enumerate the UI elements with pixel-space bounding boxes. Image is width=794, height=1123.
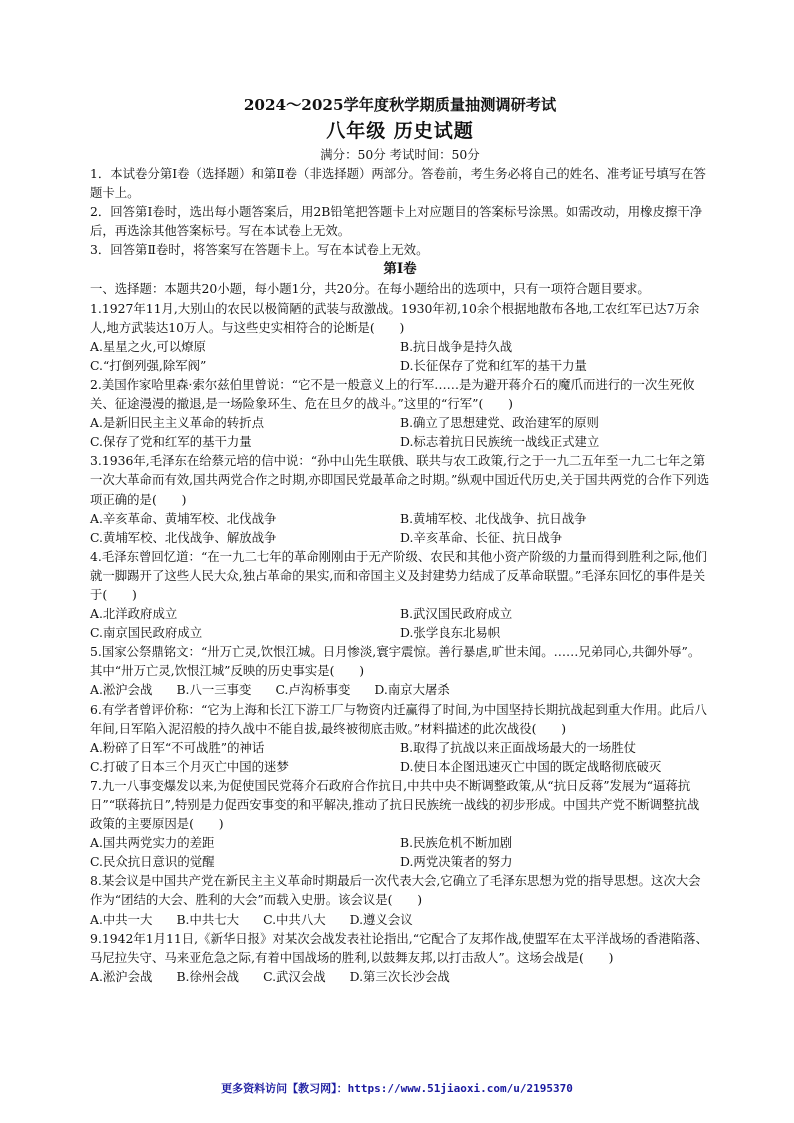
exam-page	[90, 93, 710, 986]
option-C: C.卢沟桥事变	[275, 682, 351, 698]
instruction-2: 2．回答第Ⅰ卷时，选出每小题答案后，用2B铅笔把答题卡上对应题目的答案标号涂黑。如需改动，用橡皮擦干净后，再选涂其他答案标号。写在本试卷上无效。	[90, 204, 703, 239]
option-group	[90, 967, 710, 986]
option-B: B.取得了抗战以来正面战场最大的一场胜仗	[400, 739, 637, 755]
option-B: B.抗日战争是持久战	[400, 338, 513, 354]
option-group	[90, 738, 710, 776]
question-8	[90, 871, 710, 928]
option-C: C.“打倒列强,除军阀”	[90, 357, 207, 373]
option-B: B.武汉国民政府成立	[400, 606, 513, 622]
instruction-1: 1．本试卷分第Ⅰ卷（选择题）和第Ⅱ卷（非选择题）两部分。答卷前，考生务必将自己的姓名、准考证号填写在答题卡上。	[90, 166, 706, 201]
question-stem: 6.有学者曾评价称：“它为上海和长江下游工厂与物资内迁赢得了时间,为中国坚持长期抗战起到重大作用。此后八年间,日军陷入泥沼般的持久战中不能自拔,最终被彻底击败。”材料描述的此次战役( )	[90, 701, 707, 736]
option-A: A.星星之火,可以燎原	[90, 338, 206, 354]
question-stem: 1.1927年11月,大别山的农民以极简陋的武装与敌激战。1930年初,10余个根据地散布各地,工农红军已达7万余人,地方武装达10万人。与这些史实相符合的论断是( )	[90, 300, 700, 335]
option-C: C.民众抗日意识的觉醒	[90, 854, 215, 870]
option-B: B.黄埔军校、北伐战争、抗日战争	[400, 510, 587, 526]
option-group	[90, 604, 710, 642]
option-A: A.淞沪会战	[90, 968, 153, 984]
option-group	[90, 509, 710, 547]
option-C: C.黄埔军校、北伐战争、解放战争	[90, 529, 277, 545]
question-7	[90, 776, 710, 871]
option-C: C.武汉会战	[263, 968, 326, 984]
option-group	[90, 910, 710, 929]
footer-link[interactable]: 更多资料访问【教习网】：https://www.51jiaoxi.com/u/2195370	[221, 1082, 573, 1095]
question-9	[90, 929, 710, 986]
question-stem: 9.1942年1月11日,《新华日报》对某次会战发表社论指出,“它配合了友邦作战,使盟军在太平洋战场的香港陷落、马尼拉失守、马来亚危急之际,有着中国战场的胜利,以鼓舞友邦,以打击敌人”。这场会战是( )	[90, 930, 708, 965]
question-3	[90, 451, 710, 546]
option-D: D.使日本企图迅速灭亡中国的既定战略彻底破灭	[400, 758, 662, 774]
option-B: B.民族危机不断加剧	[400, 835, 513, 851]
option-D: D.遵义会议	[349, 911, 413, 927]
exam-subtitle: 八年级 历史试题	[326, 120, 474, 142]
option-group	[90, 413, 710, 451]
option-D: D.标志着抗日民族统一战线正式建立	[400, 434, 600, 450]
question-stem: 5.国家公祭鼎铭文：“卅万亡灵,饮恨江城。日月惨淡,寰宇震惊。善行暴虐,旷世未闻。……兄弟同心,共御外辱”。其中“卅万亡灵,饮恨江城”反映的历史事实是( )	[90, 644, 701, 679]
option-D: D.两党决策者的努力	[400, 854, 513, 870]
question-5	[90, 642, 710, 699]
question-stem: 3.1936年,毛泽东在给蔡元培的信中说：“孙中山先生联俄、联共与农工政策,行之于一九二五年至一九二七年之第一次大革命而有效,国共两党合作之时期,亦即国民党最革命之时期。”纵观中国近代历史,关于国共两党的合作下列选项正确的是( )	[90, 453, 710, 507]
option-A: A.淞沪会战	[90, 682, 153, 698]
option-D: D.张学良东北易帜	[400, 625, 501, 641]
question-2	[90, 375, 710, 451]
option-B: B.确立了思想建党、政治建军的原则	[400, 415, 599, 431]
question-stem: 2.美国作家哈里森·索尔兹伯里曾说：“它不是一般意义上的行军……是为避开蒋介石的魔爪而进行的一次生死攸关、征途漫漫的撤退,是一场险象环生、危在旦夕的战斗。”这里的“行军”( )	[90, 376, 695, 412]
exam-title: 2024～2025学年度秋学期质量抽测调研考试	[243, 96, 557, 114]
question-list	[90, 299, 710, 986]
option-group	[90, 833, 710, 871]
option-group	[90, 337, 710, 375]
instruction-3: 3．回答第Ⅱ卷时，将答案写在答题卡上。写在本试卷上无效。	[90, 242, 429, 258]
option-A: A.国共两党实力的差距	[90, 835, 215, 851]
question-1	[90, 299, 710, 375]
question-4	[90, 547, 710, 642]
option-D: D.长征保存了党和红军的基干力量	[400, 357, 587, 373]
option-C: C.南京国民政府成立	[90, 625, 203, 641]
option-C: C.打破了日本三个月灭亡中国的迷梦	[90, 758, 289, 774]
option-A: A.北洋政府成立	[90, 606, 178, 622]
option-C: C.保存了党和红军的基干力量	[90, 434, 252, 450]
option-C: C.中共八大	[263, 911, 326, 927]
option-D: D.辛亥革命、长征、抗日战争	[400, 529, 563, 545]
section-title: 第Ⅰ卷	[383, 261, 417, 278]
option-A: A.是新旧民主主义革命的转折点	[90, 415, 264, 431]
exam-meta: 满分：50分 考试时间：50分	[320, 147, 480, 162]
question-stem: 8.某会议是中国共产党在新民主主义革命时期最后一次代表大会,它确立了毛泽东思想为党的指导思想。这次大会作为“团结的大会、胜利的大会”而载入史册。该会议是( )	[90, 873, 701, 908]
option-B: B.八一三事变	[176, 682, 252, 698]
option-A: A.中共一大	[90, 911, 153, 927]
question-6	[90, 700, 710, 776]
option-A: A.粉碎了日军“不可战胜”的神话	[90, 739, 265, 755]
option-B: B.中共七大	[176, 911, 240, 927]
option-A: A.辛亥革命、黄埔军校、北伐战争	[90, 510, 277, 526]
option-D: D.第三次长沙会战	[349, 968, 450, 984]
option-B: B.徐州会战	[176, 968, 240, 984]
question-stem: 7.九一八事变爆发以来,为促使国民党蒋介石政府合作抗日,中共中央不断调整政策,从“抗日反蒋”发展为“逼蒋抗日”“联蒋抗日”,特别是力促西安事变的和平解决,推动了抗日民族统一战线的初步形成。中国共产党不断调整抗战政策的主要原因是( )	[90, 777, 700, 832]
option-group	[90, 680, 710, 699]
question-stem: 4.毛泽东曾回忆道：“在一九二七年的革命刚刚由于无产阶级、农民和其他小资产阶级的力量而得到胜利之际,他们就一脚踢开了这些人民大众,独占革命的果实,而和帝国主义及封建势力结成了反革命联盟。”毛泽东回忆的事件是关于( )	[90, 548, 707, 602]
section-intro: 一、选择题：本题共20小题，每小题1分，共20分。在每小题给出的选项中，只有一项符合题目要求。	[90, 281, 650, 297]
option-D: D.南京大屠杀	[374, 682, 450, 698]
